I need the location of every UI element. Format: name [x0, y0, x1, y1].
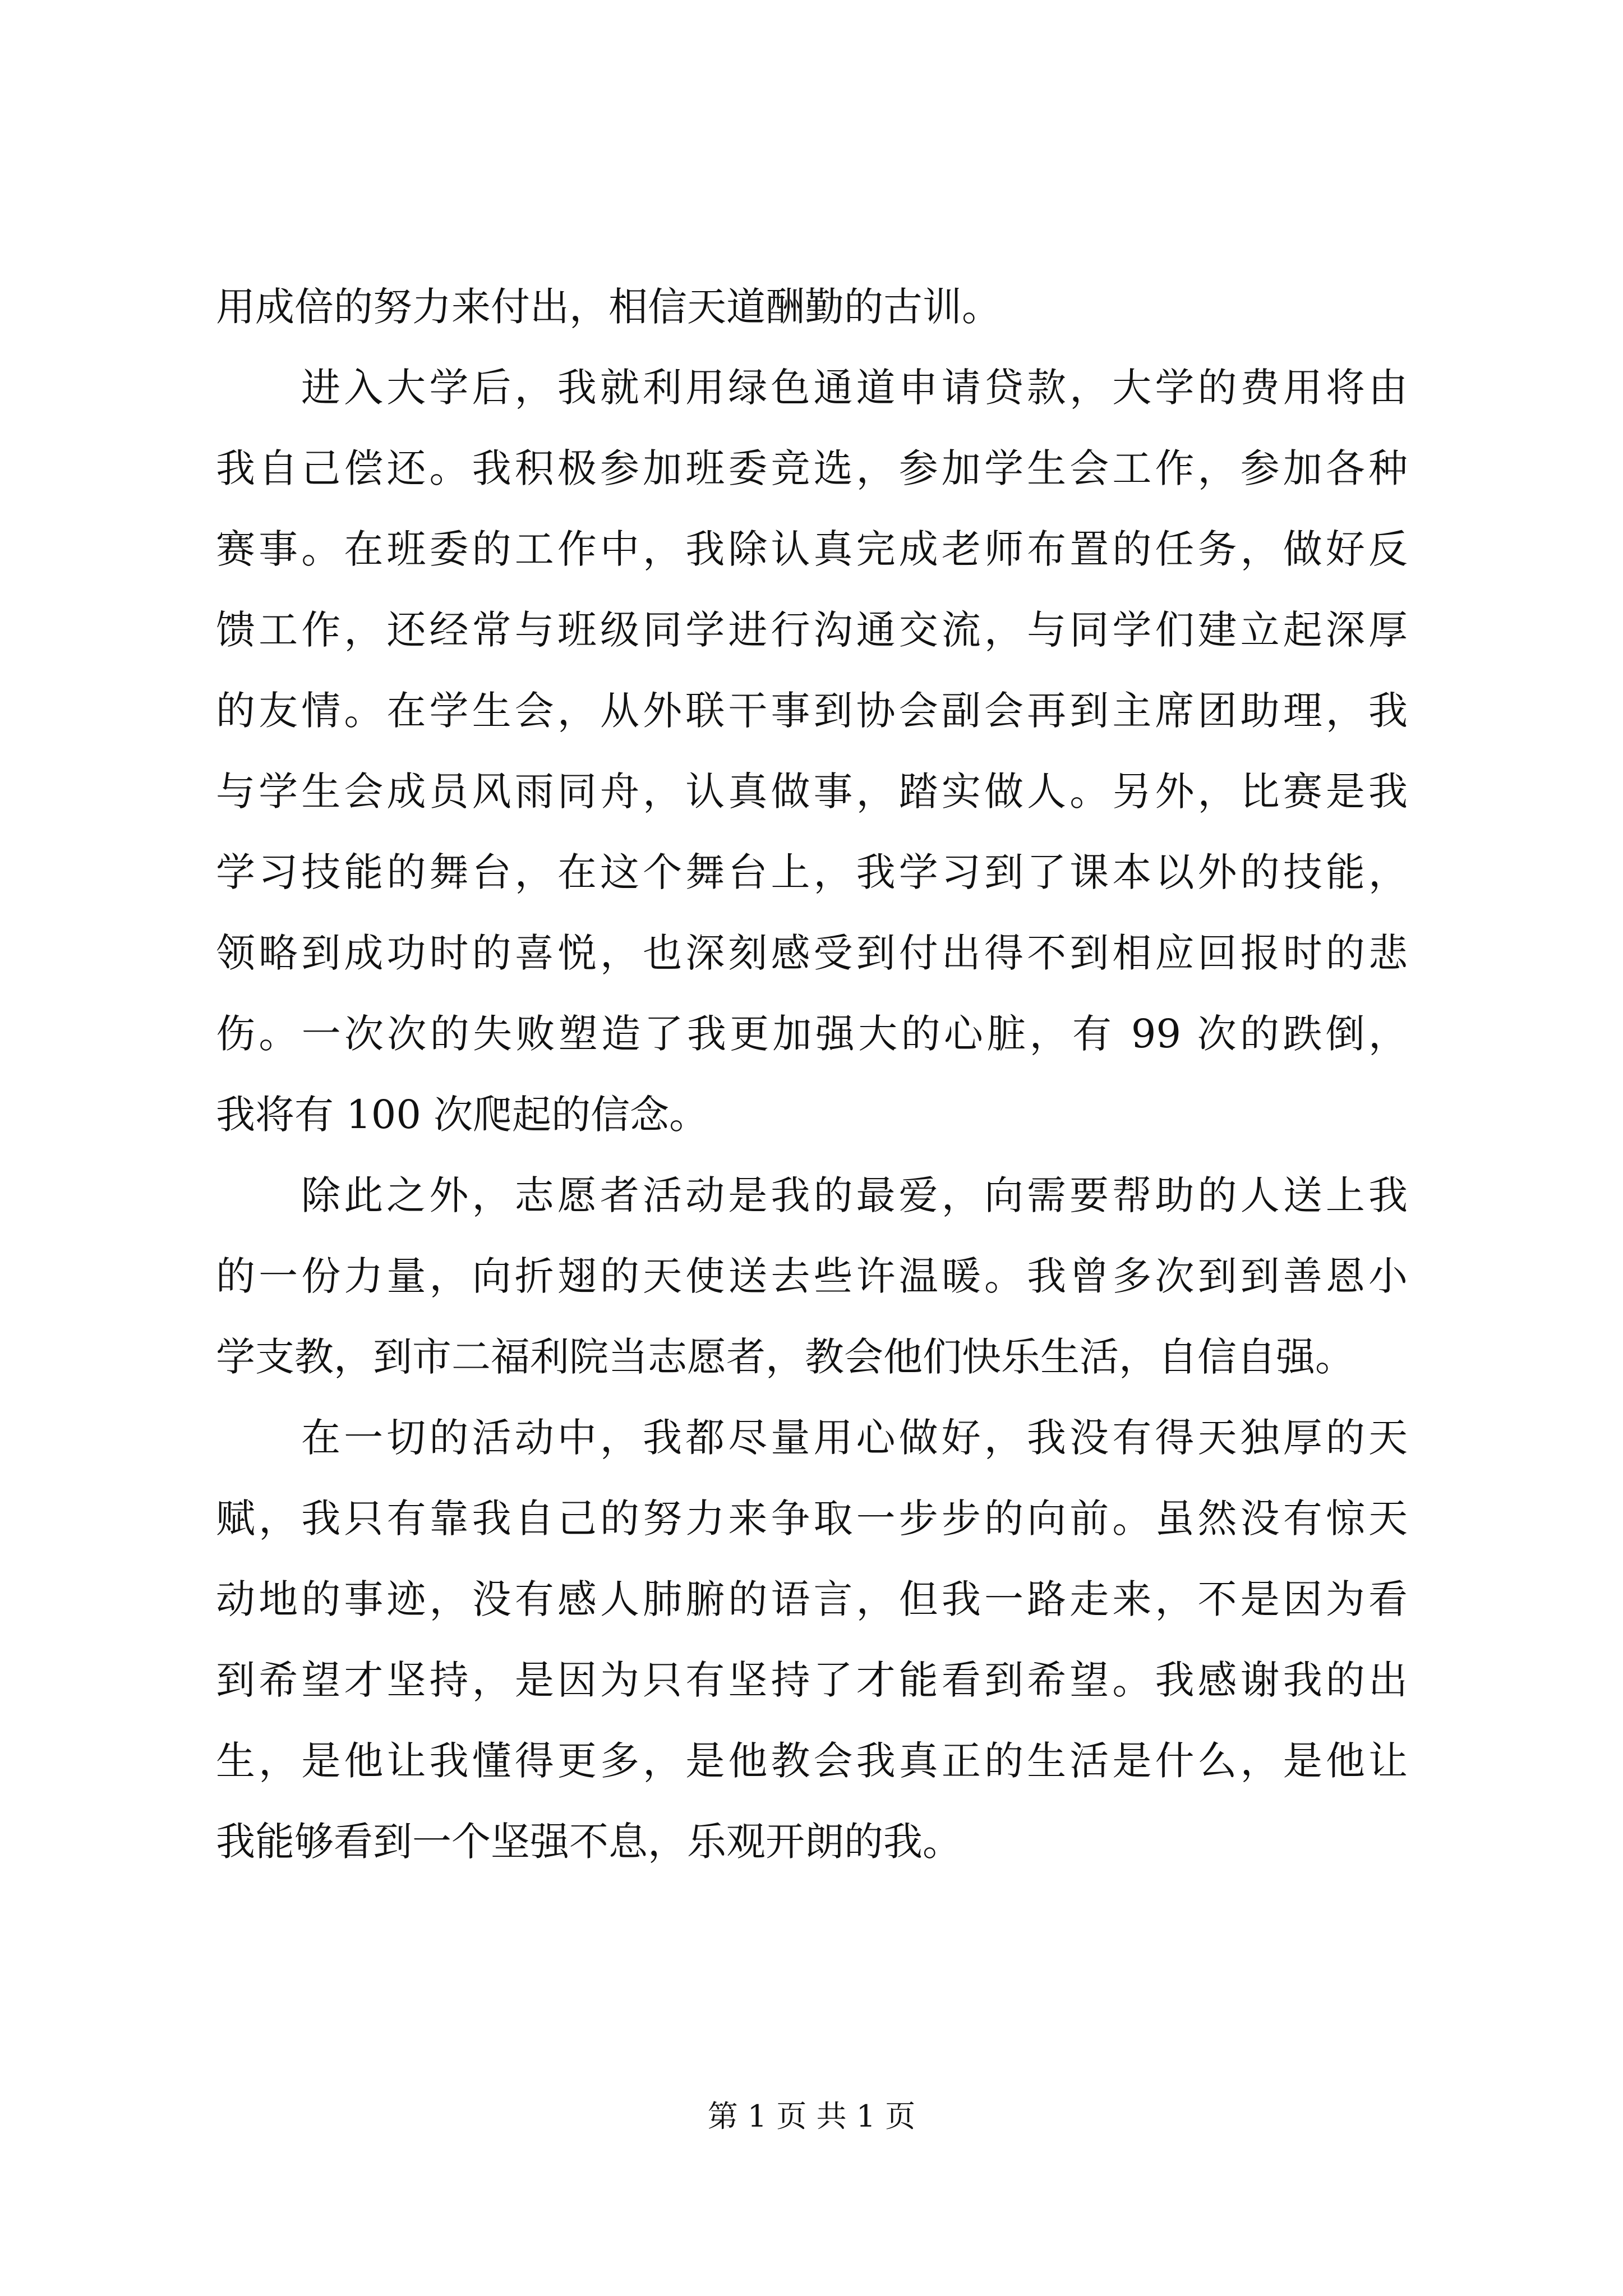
text-line: 伤。一次次的失败塑造了我更加强大的心脏，有 99 次的跌倒，	[216, 1011, 1408, 1057]
document-body	[216, 266, 1408, 1882]
text-line: 赛事。在班委的工作中，我除认真完成老师布置的任务，做好反	[216, 526, 1408, 572]
text-line: 的一份力量，向折翅的天使送去些许温暖。我曾多次到到善恩小	[216, 1253, 1408, 1299]
page-footer: 第 1 页 共 1 页	[707, 2099, 916, 2134]
text-line: 在一切的活动中，我都尽量用心做好，我没有得天独厚的天	[301, 1415, 1408, 1461]
text-line: 领略到成功时的喜悦，也深刻感受到付出得不到相应回报时的悲	[216, 930, 1408, 976]
text-line: 我自己偿还。我积极参加班委竞选，参加学生会工作，参加各种	[216, 445, 1408, 491]
paragraph	[216, 1155, 1408, 1397]
text-line: 我能够看到一个坚强不息，乐观开朗的我。	[216, 1819, 962, 1865]
text-line: 到希望才坚持，是因为只有坚持了才能看到希望。我感谢我的出	[216, 1657, 1408, 1703]
paragraph	[216, 266, 1408, 347]
paragraph	[216, 1397, 1408, 1882]
text-line: 我将有 100 次爬起的信念。	[216, 1092, 709, 1138]
text-line: 除此之外，志愿者活动是我的最爱，向需要帮助的人送上我	[301, 1172, 1408, 1218]
text-line: 的友情。在学生会，从外联干事到协会副会再到主席团助理，我	[216, 688, 1408, 734]
text-line: 进入大学后，我就利用绿色通道申请贷款，大学的费用将由	[301, 365, 1408, 411]
paragraph	[216, 347, 1408, 1155]
text-line: 学支教，到市二福利院当志愿者，教会他们快乐生活，自信自强。	[216, 1334, 1354, 1380]
text-line: 与学生会成员风雨同舟，认真做事，踏实做人。另外，比赛是我	[216, 769, 1408, 815]
text-line: 学习技能的舞台，在这个舞台上，我学习到了课本以外的技能，	[216, 849, 1408, 895]
text-line: 赋，我只有靠我自己的努力来争取一步步的向前。虽然没有惊天	[216, 1496, 1408, 1542]
text-line: 生，是他让我懂得更多，是他教会我真正的生活是什么，是他让	[216, 1738, 1408, 1784]
text-line: 用成倍的努力来付出，相信天道酬勤的古训。	[216, 284, 1001, 330]
text-line: 动地的事迹，没有感人肺腑的语言，但我一路走来，不是因为看	[216, 1576, 1408, 1622]
text-line: 馈工作，还经常与班级同学进行沟通交流，与同学们建立起深厚	[216, 607, 1408, 653]
